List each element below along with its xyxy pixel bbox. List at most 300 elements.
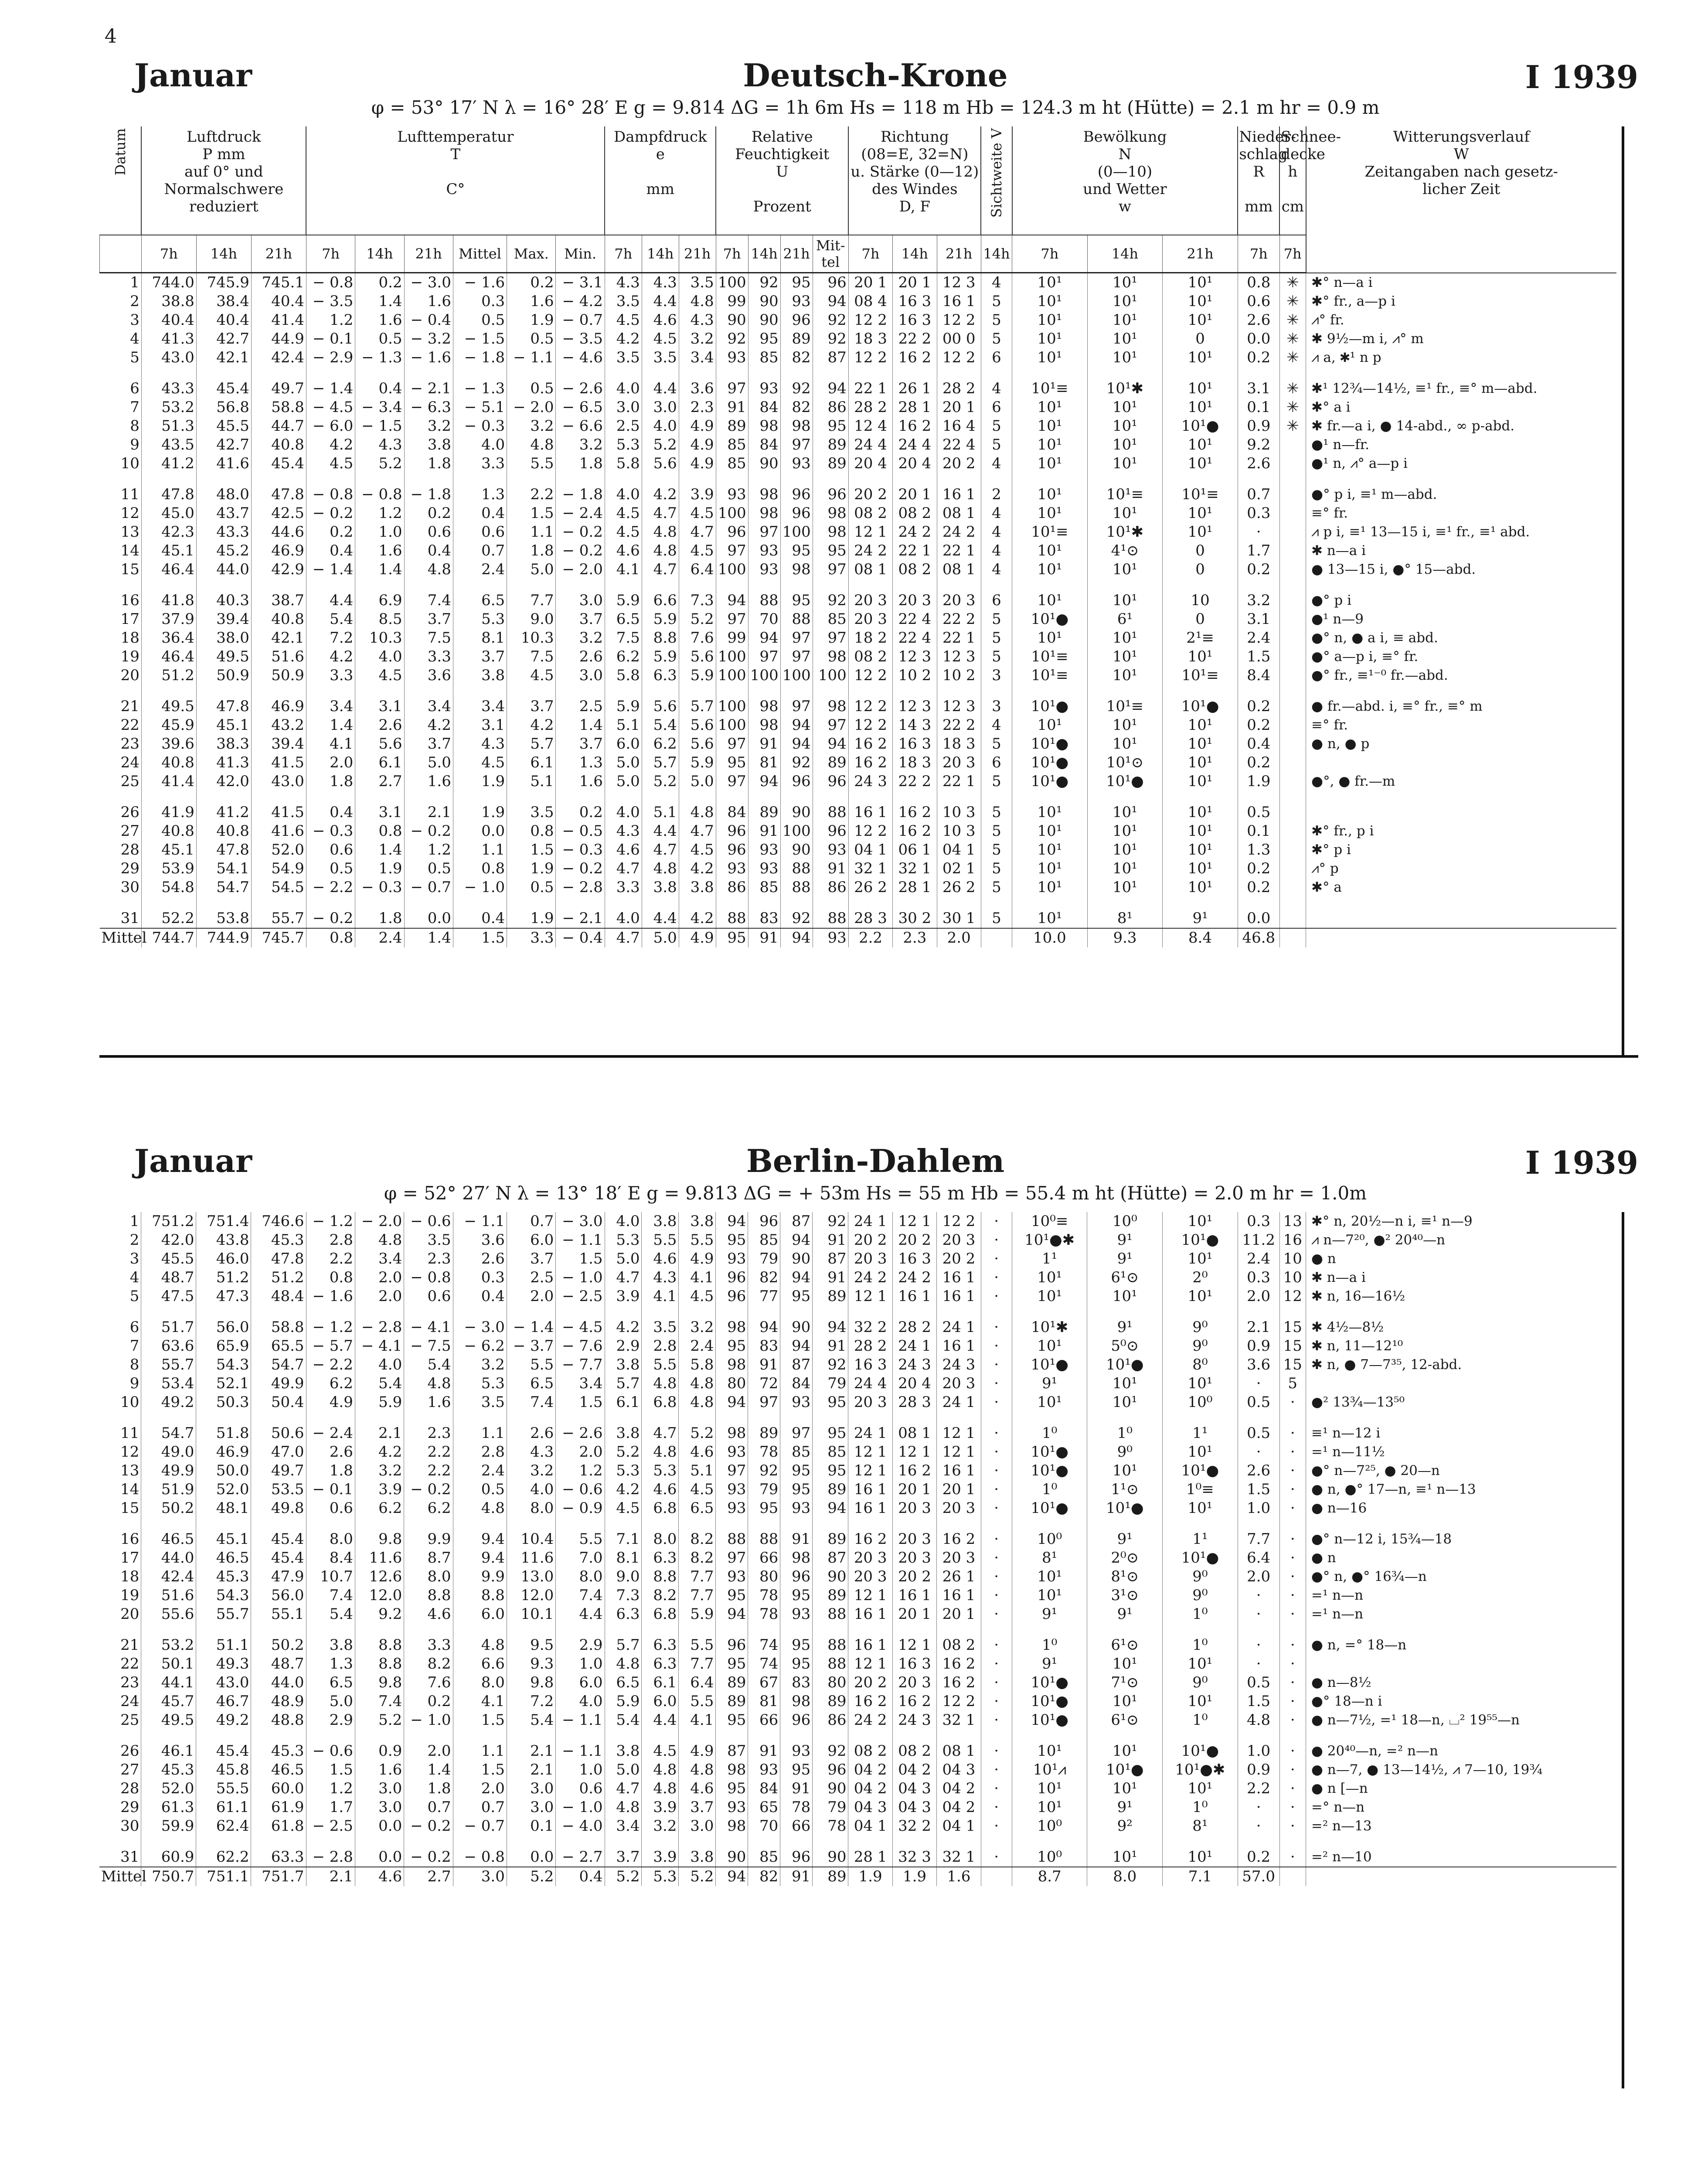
- cell-t7: − 1.6: [306, 1287, 355, 1306]
- cell-p21: 40.8: [251, 610, 306, 629]
- cell-umittel: 88: [813, 791, 848, 822]
- cell-sichtweite: ·: [981, 1374, 1012, 1393]
- cell-e21: 3.5: [679, 273, 716, 293]
- cell-e7: 4.5: [605, 523, 642, 542]
- cell-n21: 2⁰: [1163, 1268, 1238, 1287]
- cell-n21: 10¹: [1163, 716, 1238, 735]
- cell-p14: 54.3: [196, 1586, 251, 1605]
- cell-p21: 46.5: [251, 1761, 306, 1779]
- cell-witterung: =¹ n—11½: [1306, 1443, 1616, 1461]
- cell-wind14: 08 2: [892, 1730, 936, 1761]
- subheader-n7: 7h: [1012, 235, 1088, 273]
- cell-t7: − 0.1: [306, 330, 355, 348]
- cell-tmin: − 0.7: [556, 311, 605, 330]
- cell-u7: 100: [716, 504, 748, 523]
- cell-p21: 58.8: [251, 398, 306, 417]
- cell-p21: 47.9: [251, 1567, 306, 1586]
- cell-wind21: 26 1: [937, 1567, 981, 1586]
- table-row: [99, 1549, 1616, 1567]
- volume-label: I 1939: [1525, 58, 1638, 95]
- cell-wind14: 18 3: [893, 753, 937, 772]
- table-row: [99, 1655, 1616, 1673]
- mittel-row: [99, 1867, 1616, 1886]
- cell-wind21: 20 3: [937, 1549, 981, 1567]
- table-row: [99, 1268, 1616, 1287]
- table-row: [99, 1250, 1616, 1268]
- cell-u14: 70: [748, 1817, 780, 1836]
- cell-wind7: 12 2: [848, 716, 892, 735]
- mittel-wind14: 2.3: [893, 928, 937, 947]
- cell-p21: 48.4: [251, 1287, 306, 1306]
- cell-n7: 10¹: [1012, 330, 1088, 348]
- cell-n7: 10¹●: [1012, 1673, 1087, 1692]
- mittel-n14: 8.0: [1087, 1867, 1163, 1886]
- cell-niederschlag: 3.6: [1238, 1356, 1279, 1374]
- cell-t21: 8.0: [404, 1567, 453, 1586]
- cell-datum: 22: [120, 1655, 139, 1672]
- cell-u21: 93: [780, 1605, 813, 1624]
- cell-t21: 1.2: [404, 841, 453, 859]
- cell-tmin: − 0.5: [556, 822, 605, 841]
- cell-t21: 2.2: [404, 1461, 453, 1480]
- cell-tmax: 3.2: [507, 417, 556, 436]
- cell-u7: 93: [716, 859, 748, 878]
- cell-p7: 43.0: [141, 348, 196, 367]
- volume-label: I 1939: [1525, 1144, 1638, 1181]
- mittel-n14: 9.3: [1087, 928, 1163, 947]
- cell-schneedecke: ✳: [1279, 398, 1306, 417]
- cell-e7: 4.0: [605, 473, 642, 504]
- cell-wind21: 20 1: [937, 1605, 981, 1624]
- cell-e21: 4.9: [679, 1250, 716, 1268]
- cell-p7: 51.6: [141, 1586, 196, 1605]
- cell-tmin: − 2.8: [556, 878, 605, 897]
- cell-p14: 51.8: [196, 1412, 251, 1443]
- cell-e7: 7.5: [605, 629, 642, 647]
- cell-umittel: 93: [813, 841, 848, 859]
- cell-t7: 0.4: [306, 542, 355, 560]
- mittel-tmin: − 0.4: [556, 928, 605, 947]
- table-row: [99, 1567, 1616, 1586]
- cell-wind14: 16 3: [892, 1250, 936, 1268]
- cell-wind7: 20 2: [848, 1673, 892, 1692]
- cell-umittel: 96: [813, 772, 848, 791]
- cell-umittel: 95: [813, 1461, 848, 1480]
- table-row: [99, 1779, 1616, 1798]
- cell-tmittel: 0.5: [453, 311, 507, 330]
- cell-umittel: 87: [813, 348, 848, 367]
- cell-tmin: − 1.1: [556, 1730, 605, 1761]
- cell-witterung: ● n: [1306, 1549, 1616, 1567]
- cell-tmittel: 3.5: [453, 1393, 507, 1412]
- cell-datum: 6: [129, 1318, 139, 1336]
- cell-datum: 15: [120, 561, 139, 578]
- cell-e14: 3.9: [642, 1836, 679, 1867]
- cell-p14: 55.5: [196, 1779, 251, 1798]
- cell-wind14: 28 1: [893, 878, 937, 897]
- cell-u7: 93: [716, 1499, 748, 1518]
- cell-p14: 751.4: [196, 1212, 251, 1231]
- cell-niederschlag: 1.5: [1238, 647, 1279, 666]
- cell-n14: 6¹⊙: [1087, 1268, 1163, 1287]
- cell-e14: 4.7: [642, 841, 679, 859]
- station-name: Deutsch-Krone: [743, 57, 1008, 94]
- cell-p14: 41.3: [196, 753, 251, 772]
- cell-n14: 4¹⊙: [1087, 542, 1163, 560]
- cell-sichtweite: ·: [981, 1549, 1012, 1567]
- cell-wind7: 16 1: [848, 791, 892, 822]
- cell-tmax: 1.9: [507, 311, 556, 330]
- cell-datum: 11: [120, 486, 139, 503]
- cell-t14: 3.0: [355, 1798, 404, 1817]
- cell-umittel: 79: [813, 1374, 848, 1393]
- cell-u21: 96: [780, 473, 813, 504]
- cell-tmax: 3.2: [507, 1461, 555, 1480]
- cell-t14: 8.8: [355, 1624, 404, 1655]
- cell-tmittel: 1.5: [453, 1761, 507, 1779]
- cell-p21: 49.8: [251, 1499, 306, 1518]
- cell-p14: 48.0: [196, 473, 251, 504]
- cell-wind14: 06 1: [893, 841, 937, 859]
- cell-u21: 95: [780, 273, 813, 293]
- cell-u7: 93: [716, 348, 748, 367]
- cell-u21: 95: [780, 579, 813, 610]
- cell-wind21: 12 1: [937, 1443, 981, 1461]
- cell-e7: 5.0: [605, 1250, 642, 1268]
- cell-niederschlag: 3.1: [1238, 367, 1279, 398]
- cell-wind14: 20 3: [892, 1518, 936, 1549]
- cell-e7: 5.3: [605, 436, 642, 454]
- cell-n14: 10¹●: [1087, 1499, 1163, 1518]
- cell-t7: − 5.7: [306, 1337, 355, 1356]
- cell-t21: − 0.2: [404, 1480, 453, 1499]
- cell-sichtweite: ·: [981, 1836, 1012, 1867]
- cell-wind7: 16 2: [848, 735, 892, 753]
- cell-t7: 0.6: [306, 1499, 355, 1518]
- cell-schneedecke: ·: [1279, 1798, 1306, 1817]
- cell-e7: 3.5: [605, 292, 642, 311]
- cell-tmin: − 3.1: [556, 273, 605, 293]
- cell-tmin: 1.6: [556, 772, 605, 791]
- cell-t14: 1.4: [355, 841, 404, 859]
- cell-schneedecke: 10: [1279, 1268, 1306, 1287]
- cell-p7: 36.4: [141, 629, 196, 647]
- cell-u21: 96: [780, 311, 813, 330]
- cell-t14: 10.3: [355, 629, 404, 647]
- mittel-e7: 4.7: [605, 928, 642, 947]
- cell-u7: 96: [716, 523, 748, 542]
- cell-p14: 47.8: [196, 685, 251, 716]
- mittel-e14: 5.0: [642, 928, 679, 947]
- cell-e21: 4.2: [679, 859, 716, 878]
- cell-e14: 8.8: [642, 1567, 679, 1586]
- cell-p21: 54.7: [251, 1356, 306, 1374]
- cell-datum: 12: [120, 1443, 139, 1461]
- cell-wind7: 04 1: [848, 1817, 892, 1836]
- cell-wind14: 26 1: [893, 367, 937, 398]
- cell-tmittel: 2.6: [453, 1250, 507, 1268]
- cell-tmittel: − 5.1: [453, 398, 507, 417]
- cell-n21: 8⁰: [1163, 1356, 1238, 1374]
- cell-p14: 41.6: [196, 454, 251, 473]
- station-block-deutsch-krone: [99, 52, 1651, 947]
- cell-u7: 89: [716, 1673, 748, 1692]
- cell-n14: 10¹≡: [1087, 685, 1163, 716]
- cell-schneedecke: [1279, 716, 1306, 735]
- cell-e21: 4.5: [679, 841, 716, 859]
- cell-p21: 47.8: [251, 473, 306, 504]
- cell-t21: 8.7: [404, 1549, 453, 1567]
- cell-schneedecke: ·: [1279, 1761, 1306, 1779]
- cell-n14: 10¹: [1087, 454, 1163, 473]
- cell-tmin: 1.3: [556, 753, 605, 772]
- cell-p14: 45.1: [196, 1518, 251, 1549]
- cell-umittel: 88: [813, 897, 848, 928]
- cell-wind14: 16 2: [893, 348, 937, 367]
- table-row: [100, 735, 1617, 753]
- cell-e7: 5.9: [605, 1692, 642, 1711]
- cell-sichtweite: ·: [981, 1798, 1012, 1817]
- cell-sichtweite: ·: [981, 1287, 1012, 1306]
- cell-e21: 3.4: [679, 348, 716, 367]
- cell-tmin: − 2.6: [556, 1412, 605, 1443]
- cell-tmax: 0.0: [507, 1836, 555, 1867]
- cell-t21: − 3.0: [404, 273, 453, 293]
- cell-tmittel: 0.3: [453, 1268, 507, 1287]
- cell-t14: 6.2: [355, 1499, 404, 1518]
- cell-e14: 3.0: [642, 398, 679, 417]
- cell-e21: 3.8: [679, 1836, 716, 1867]
- cell-wind14: 24 3: [892, 1711, 936, 1730]
- cell-t7: 0.8: [306, 1268, 355, 1287]
- cell-u7: 97: [716, 542, 748, 560]
- cell-n7: 10¹: [1012, 273, 1088, 293]
- cell-umittel: 79: [813, 1798, 848, 1817]
- cell-umittel: 91: [813, 1231, 848, 1250]
- cell-t14: 1.2: [355, 504, 404, 523]
- cell-p7: 59.9: [141, 1817, 196, 1836]
- cell-e7: 3.8: [605, 1412, 642, 1443]
- cell-e7: 7.1: [605, 1518, 642, 1549]
- cell-tmin: 2.6: [556, 647, 605, 666]
- cell-e14: 4.3: [642, 1268, 679, 1287]
- cell-tmin: − 1.1: [556, 1231, 605, 1250]
- cell-e14: 5.6: [642, 454, 679, 473]
- cell-t14: 0.4: [355, 367, 404, 398]
- cell-tmittel: − 1.3: [453, 367, 507, 398]
- cell-p7: 52.0: [141, 1779, 196, 1798]
- cell-sichtweite: ·: [981, 1337, 1012, 1356]
- cell-tmin: 3.7: [556, 735, 605, 753]
- cell-wind7: 18 3: [848, 330, 892, 348]
- cell-n21: 10¹: [1163, 1692, 1238, 1711]
- cell-e7: 5.1: [605, 716, 642, 735]
- cell-u14: 89: [748, 1412, 780, 1443]
- cell-e7: 3.8: [605, 1730, 642, 1761]
- cell-n14: 10¹: [1087, 735, 1163, 753]
- cell-tmittel: 4.3: [453, 735, 507, 753]
- cell-p7: 54.8: [141, 878, 196, 897]
- cell-u7: 90: [716, 311, 748, 330]
- cell-tmax: 1.8: [507, 542, 556, 560]
- cell-p21: 46.9: [251, 542, 306, 560]
- cell-u21: 100: [780, 822, 813, 841]
- cell-datum: 17: [120, 610, 139, 628]
- cell-p21: 49.9: [251, 1374, 306, 1393]
- cell-t21: 0.4: [404, 542, 453, 560]
- cell-e14: 3.9: [642, 1798, 679, 1817]
- cell-umittel: 97: [813, 629, 848, 647]
- cell-e14: 4.3: [642, 273, 679, 293]
- cell-t14: 2.0: [355, 1268, 404, 1287]
- cell-p7: 51.3: [141, 417, 196, 436]
- cell-niederschlag: 11.2: [1238, 1231, 1279, 1250]
- mittel-witterung: [1306, 928, 1616, 947]
- cell-wind21: 30 1: [937, 897, 981, 928]
- dampfdruck-header: Dampfdruck e mm: [605, 126, 716, 235]
- cell-datum: 10: [120, 455, 139, 472]
- cell-t7: 3.8: [306, 1624, 355, 1655]
- cell-t21: 0.6: [404, 523, 453, 542]
- cell-tmax: 3.0: [507, 1779, 555, 1798]
- cell-t7: 1.8: [306, 772, 355, 791]
- schneedecke-header: Schnee- decke h cm: [1279, 126, 1306, 235]
- cell-e14: 4.4: [642, 897, 679, 928]
- cell-e14: 5.3: [642, 1461, 679, 1480]
- cell-wind21: 04 1: [937, 841, 981, 859]
- cell-schneedecke: [1279, 610, 1306, 629]
- cell-umittel: 92: [813, 1356, 848, 1374]
- cell-sichtweite: 5: [981, 330, 1012, 348]
- cell-e21: 4.1: [679, 1268, 716, 1287]
- cell-e14: 4.4: [642, 1711, 679, 1730]
- cell-e7: 5.7: [605, 1374, 642, 1393]
- cell-u14: 98: [748, 716, 780, 735]
- cell-wind21: 00 0: [937, 330, 981, 348]
- cell-witterung: ✱° n—a i: [1306, 273, 1616, 293]
- cell-sichtweite: 5: [981, 791, 1012, 822]
- subheader-datum: [100, 235, 142, 273]
- cell-datum: 2: [130, 293, 139, 310]
- cell-sichtweite: 5: [981, 822, 1012, 841]
- table-row: [99, 1836, 1616, 1867]
- cell-tmax: 9.8: [507, 1673, 555, 1692]
- cell-wind21: 20 2: [937, 1250, 981, 1268]
- cell-e21: 3.2: [679, 1306, 716, 1337]
- cell-u7: 93: [716, 473, 748, 504]
- cell-witterung: ●¹ n, ⩘° a—p i: [1306, 454, 1616, 473]
- cell-u14: 93: [748, 542, 780, 560]
- cell-tmin: − 0.6: [556, 1480, 605, 1499]
- cell-e21: 5.0: [679, 772, 716, 791]
- cell-wind21: 20 3: [937, 579, 981, 610]
- cell-u14: 85: [748, 1231, 780, 1250]
- mittel-umittel: 89: [813, 1867, 848, 1886]
- cell-tmittel: 3.4: [453, 685, 507, 716]
- cell-t14: 6.1: [355, 753, 404, 772]
- cell-e21: 5.6: [679, 735, 716, 753]
- cell-tmittel: 6.5: [453, 579, 507, 610]
- cell-p7: 53.2: [141, 1624, 196, 1655]
- cell-p7: 45.3: [141, 1761, 196, 1779]
- cell-t21: − 3.2: [404, 330, 453, 348]
- cell-wind21: 16 1: [937, 1586, 981, 1605]
- cell-wind21: 22 2: [937, 716, 981, 735]
- cell-t7: 5.4: [306, 1605, 355, 1624]
- cell-n14: 1¹⊙: [1087, 1480, 1163, 1499]
- cell-t21: 3.3: [404, 647, 453, 666]
- cell-e21: 4.8: [679, 1393, 716, 1412]
- cell-n14: 6¹⊙: [1087, 1711, 1163, 1730]
- cell-witterung: ✱° fr., a—p i: [1306, 292, 1616, 311]
- cell-n21: 0: [1163, 560, 1238, 579]
- cell-wind7: 16 1: [848, 1499, 892, 1518]
- table-row: [99, 1393, 1616, 1412]
- cell-witterung: ● n—7½, =¹ 18—n, ⌴² 19⁵⁵—n: [1306, 1711, 1616, 1730]
- cell-p21: 47.0: [251, 1443, 306, 1461]
- mittel-t7: 2.1: [306, 1867, 355, 1886]
- cell-t21: 4.6: [404, 1605, 453, 1624]
- table-right-border: [1622, 126, 1624, 1058]
- cell-t21: 1.8: [404, 454, 453, 473]
- cell-p14: 43.7: [196, 504, 251, 523]
- cell-u21: 96: [780, 772, 813, 791]
- cell-n14: 9²: [1087, 1817, 1163, 1836]
- cell-u7: 86: [716, 878, 748, 897]
- cell-p7: 43.3: [141, 367, 196, 398]
- cell-n7: 10¹●: [1012, 735, 1088, 753]
- cell-tmittel: 0.3: [453, 292, 507, 311]
- cell-tmittel: 9.9: [453, 1567, 507, 1586]
- cell-t21: − 0.4: [404, 311, 453, 330]
- cell-umittel: 92: [813, 330, 848, 348]
- cell-n21: 10¹: [1163, 504, 1238, 523]
- cell-n21: 10¹: [1163, 436, 1238, 454]
- cell-t21: 2.1: [404, 791, 453, 822]
- subheader-sichtweite: 14h: [981, 235, 1012, 273]
- cell-tmittel: 4.0: [453, 436, 507, 454]
- cell-t14: − 4.1: [355, 1337, 404, 1356]
- cell-niederschlag: 1.5: [1238, 1480, 1279, 1499]
- cell-tmittel: − 1.0: [453, 878, 507, 897]
- cell-sichtweite: ·: [981, 1412, 1012, 1443]
- mittel-schneedecke: [1279, 928, 1306, 947]
- cell-wind7: 12 4: [848, 417, 892, 436]
- table-body: [99, 1212, 1616, 1886]
- cell-tmax: 0.1: [507, 1817, 555, 1836]
- cell-schneedecke: ·: [1279, 1817, 1306, 1836]
- cell-t21: 8.8: [404, 1586, 453, 1605]
- subheader-t14: 14h: [355, 235, 404, 273]
- month-label: Januar: [134, 1142, 252, 1179]
- cell-u21: 96: [780, 1711, 813, 1730]
- cell-e21: 4.9: [679, 1730, 716, 1761]
- cell-tmittel: − 3.0: [453, 1306, 507, 1337]
- subheader-p21: 21h: [251, 235, 306, 273]
- cell-schneedecke: 15: [1279, 1337, 1306, 1356]
- cell-tmax: 1.9: [507, 859, 556, 878]
- cell-tmittel: 4.8: [453, 1499, 507, 1518]
- cell-u7: 94: [716, 1393, 748, 1412]
- cell-n14: 10¹: [1087, 878, 1163, 897]
- cell-n14: 10¹: [1087, 859, 1163, 878]
- cell-witterung: ✱ n—a i: [1306, 1268, 1616, 1287]
- cell-u21: 95: [780, 1655, 813, 1673]
- cell-n7: 10¹: [1012, 1586, 1087, 1605]
- cell-witterung: ● n, ● p: [1306, 735, 1616, 753]
- cell-niederschlag: 2.0: [1238, 1287, 1279, 1306]
- datum-text: Datum: [112, 128, 129, 176]
